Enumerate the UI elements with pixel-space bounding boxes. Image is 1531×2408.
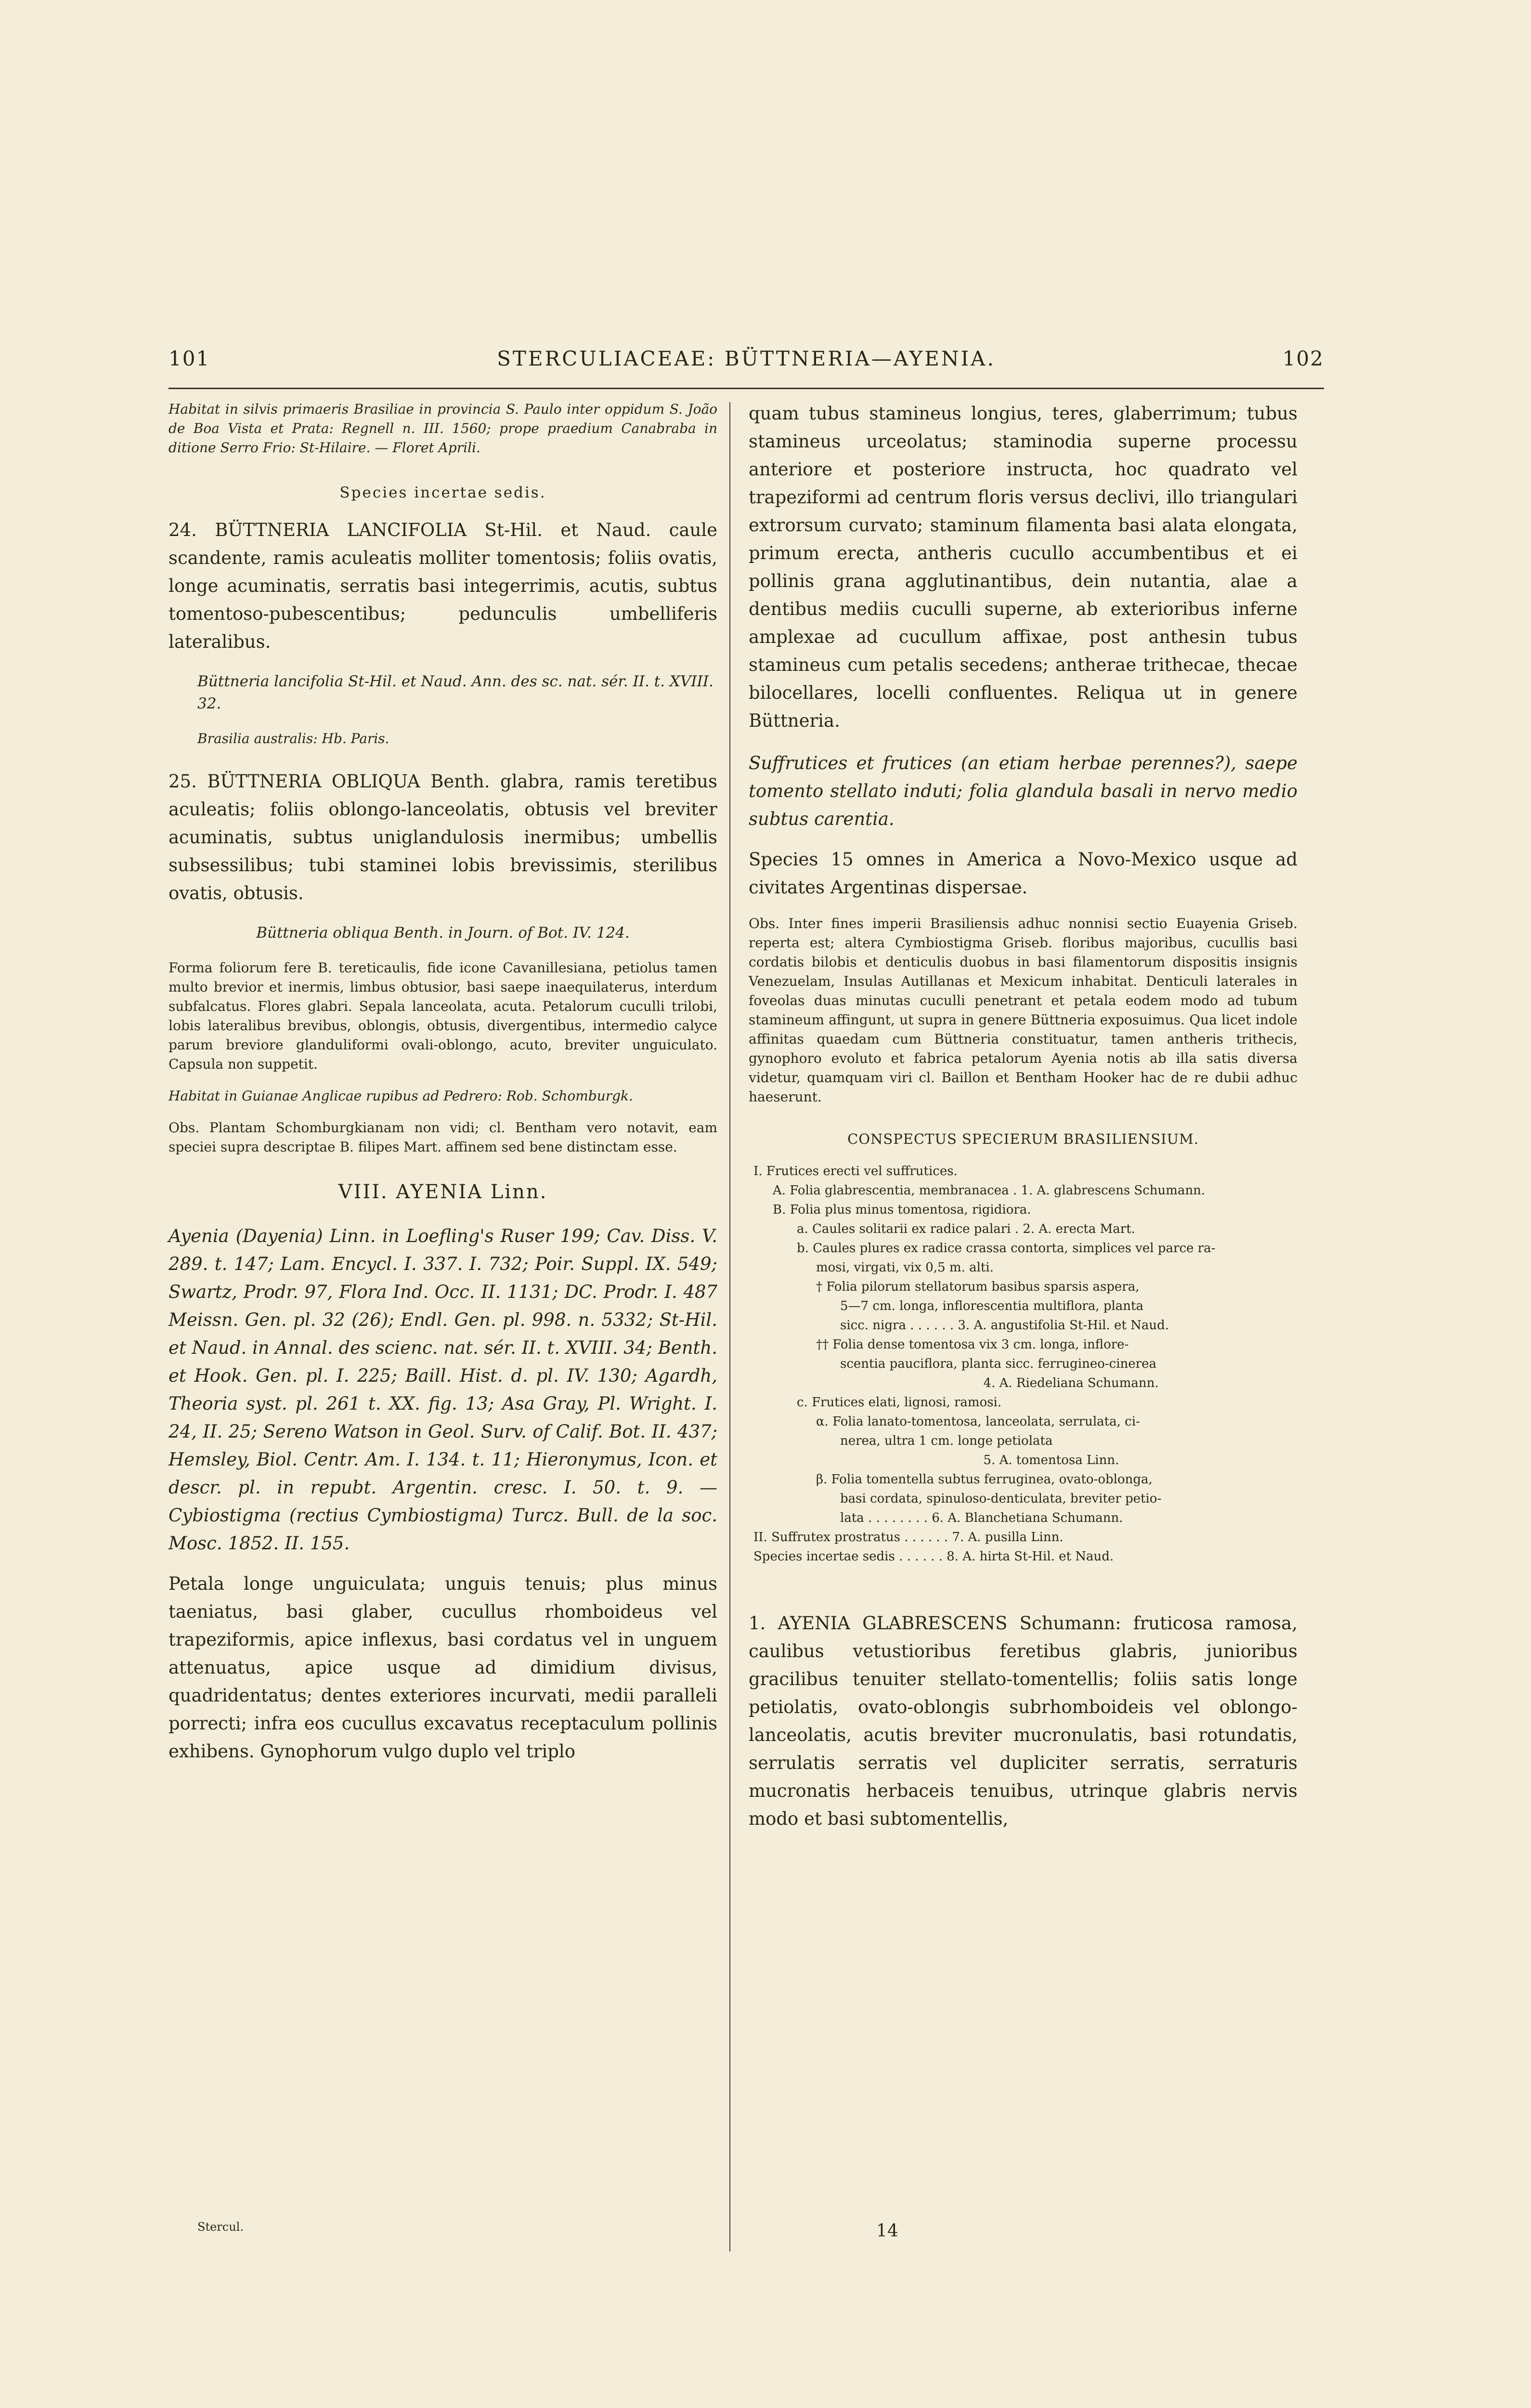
key-line: β. Folia tomentella subtus ferruginea, ovato-oblonga, bbox=[816, 1472, 1153, 1487]
column-divider bbox=[729, 402, 730, 2251]
key-line: c. Frutices elati, lignosi, ramosi. bbox=[797, 1395, 1002, 1410]
species-1-entry bbox=[749, 1610, 1297, 1833]
species-25-forma: Forma foliorum fere B. tereticaulis, fide icone Cavanillesiana, petiolus tamen multo brevior et inermis, limbus obtusior, basi saepe inaequilaterus, interdum subfalcatus. Flores glabri. Sepala lanceolata, acuta. Petalorum cuculli trilobi, lobis lateralibus brevibus, oblongis, obtusis, divergentibus, intermedio calyce parum breviore glanduliformi ovali-oblongo, acuto, breviter unguiculato. Capsula non suppetit. bbox=[169, 960, 717, 1072]
footer-page-number: 14 bbox=[876, 2221, 898, 2241]
species-24-description: caule scandente, ramis aculeatis molliter tomentosis; foliis ovatis, longe acuminatis, serratis basi integerrimis, acutis, subtus tomentoso-pubescentibus; pedunculis umbelliferis lateralibus. bbox=[169, 520, 717, 652]
key-line: I. Frutices erecti vel suffrutices. bbox=[753, 1164, 958, 1178]
key-line: a. Caules solitarii ex radice palari . 2. A. erecta Mart. bbox=[797, 1222, 1135, 1236]
species-24-habitat: Brasilia australis: Hb. Paris. bbox=[197, 731, 389, 746]
key-line: mosi, virgati, vix 0,5 m. alti. bbox=[816, 1260, 994, 1275]
key-line: lata . . . . . . . . 6. A. Blanchetiana Schumann. bbox=[840, 1511, 1123, 1525]
genus-description: Petala longe unguiculata; unguis tenuis; plus minus taeniatus, basi glaber, cucullus rhomboideus vel trapeziformis, apice inflexus, basi cordatus vel in unguem attenuatus, apice usque ad dimidium divisus, quadridentatus; dentes exteriores incurvati, medii paralleli porrecti; infra eos cucullus excavatus receptaculum pollinis exhibens. Gynophorum vulgo duplo vel triplo bbox=[169, 1573, 717, 1762]
species-24-reference: Büttneria lancifolia St-Hil. et Naud. Ann. des sc. nat. sér. II. t. XVIII. 32. bbox=[197, 673, 714, 712]
signature-mark: Stercul. bbox=[197, 2220, 244, 2234]
species-25-reference: Büttneria obliqua Benth. in Journ. of Bot. IV. 124. bbox=[256, 924, 630, 942]
running-header bbox=[169, 347, 1324, 385]
genus-references: Ayenia (Dayenia) Linn. in Loefling's Ruser 199; Cav. Diss. V. 289. t. 147; Lam. Encycl. I. 337. I. 732; Poir. Suppl. IX. 549; Swartz, Prodr. 97, Flora Ind. Occ. II. 1131; DC. Prodr. I. 487 Meissn. Gen. pl. 32 (26); Endl. Gen. pl. 998. n. 5332; St-Hil. et Naud. in Annal. des scienc. nat. sér. II. t. XVIII. 34; Benth. et Hook. Gen. pl. I. 225; Baill. Hist. d. pl. IV. 130; Agardh, Theoria syst. pl. 261 t. XX. fig. 13; Asa Gray, Pl. Wright. I. 24, II. 25; Sereno Watson in Geol. Surv. of Calif. Bot. II. 437; Hemsley, Biol. Centr. Am. I. 134. t. 11; Hieronymus, Icon. et descr. pl. in repubt. Argentin. cresc. I. 50. t. 9. — Cybiostigma (rectius Cymbiostigma) Turcz. Bull. de la soc. Mosc. 1852. II. 155. bbox=[169, 1226, 717, 1554]
key-line: II. Suffrutex prostratus . . . . . . 7. A. pusilla Linn. bbox=[753, 1530, 1064, 1544]
conspectus-title: CONSPECTUS SPECIERUM BRASILIENSIUM. bbox=[847, 1131, 1199, 1147]
key-line: 4. A. Riedeliana Schumann. bbox=[840, 1376, 1159, 1390]
species-24-heading: 24. BÜTTNERIA LANCIFOLIA St-Hil. et Naud. bbox=[169, 520, 651, 540]
suffrutices-paragraph: Suffrutices et frutices (an etiam herbae perennes?), saepe tomento stellato induti; folia glandula basali in nervo medio subtus carentia. bbox=[749, 753, 1297, 829]
observation-paragraph: Obs. Inter fines imperii Brasiliensis adhuc nonnisi sectio Euayenia Griseb. reperta est; altera Cymbiostigma Griseb. floribus majoribus, cucullis basi cordatis bilobis et denticulis duobus in basi filamentorum dispositis insignis Venezuelam, Insulas Autillanas et Mexicum inhabitat. Denticuli laterales in foveolas duas minutas cuculli penetrant et petala eodem modo ad tubum stamineum affingunt, ut supra in genere Büttneria exposuimus. Qua licet indole affinitas quaedam cum Büttneria constituatur, tamen antheris trithecis, gynophoro evoluto et fabrica petalorum Ayenia notis ab illa satis diversa videtur, quamquam viri cl. Baillon et Bentham Hooker hac de re dubii adhuc haeserunt. bbox=[749, 916, 1297, 1105]
genus-description-continued: quam tubus stamineus longius, teres, glaberrimum; tubus stamineus urceolatus; staminodia superne processu anteriore et posteriore instructa, hoc quadrato vel trapeziformi ad centrum floris versus declivi, illo triangulari extrorsum curvato; staminum filamenta basi alata elongata, primum erecta, antheris cucullo accumbentibus et ei pollinis grana agglutinantibus, dein nutantia, alae a dentibus mediis cuculli superne, ab exterioribus inferne amplexae ad cucullum affixae, post anthesin tubus stamineus cum petalis secedens; antherae trithecae, thecae bilocellares, locelli confluentes. Reliqua ut in genere Büttneria. bbox=[749, 403, 1297, 731]
key-line: 5. A. tomentosa Linn. bbox=[840, 1453, 1119, 1467]
species-1-heading: 1. AYENIA GLABRESCENS Schumann: bbox=[749, 1613, 1121, 1634]
incertae-sedis-heading: Species incertae sedis. bbox=[339, 484, 546, 501]
running-title: STERCULIACEAE: BÜTTNERIA—AYENIA. bbox=[497, 347, 996, 370]
species-25-habitat: Habitat in Guianae Anglicae rupibus ad Pedrero: Rob. Schomburgk. bbox=[169, 1088, 633, 1104]
habitat-paragraph: Habitat in silvis primaeris Brasiliae in provincia S. Paulo inter oppidum S. João de Boa Vista et Prata: Regnell n. III. 1560; prope praedium Canabraba in ditione Serro Frio: St-Hilaire. — Floret Aprili. bbox=[169, 401, 717, 456]
key-line: Species incertae sedis . . . . . . 8. A. hirta St-Hil. et Naud. bbox=[753, 1549, 1114, 1564]
species-count-paragraph: Species 15 omnes in America a Novo-Mexico usque ad civitates Argentinas dispersae. bbox=[749, 849, 1297, 898]
key-line: B. Folia plus minus tomentosa, rigidiora. bbox=[773, 1203, 1031, 1217]
header-rule bbox=[169, 388, 1324, 389]
left-column bbox=[169, 400, 717, 1778]
species-24-entry bbox=[169, 516, 717, 656]
right-column bbox=[749, 400, 1297, 1845]
species-25-observation: Obs. Plantam Schomburgkianam non vidi; cl. Bentham vero notavit, eam speciei supra descriptae B. filipes Mart. affinem sed bene distinctam esse. bbox=[169, 1120, 717, 1155]
page-number-left: 101 bbox=[169, 347, 210, 370]
species-1-description: fruticosa ramosa, caulibus vetustioribus feretibus glabris, junioribus gracilibus tenuiter stellato-tomentellis; foliis satis longe petiolatis, ovato-oblongis subrhomboideis vel oblongo-lanceolatis, acutis breviter mucronulatis, basi rotundatis, serrulatis serratis vel dupliciter serratis, serraturis mucronatis herbaceis tenuibus, utrinque glabris nervis modo et basi subtomentellis, bbox=[749, 1613, 1297, 1829]
key-line: nerea, ultra 1 cm. longe petiolata bbox=[840, 1434, 1053, 1448]
key-line: basi cordata, spinuloso-denticulata, breviter petio- bbox=[840, 1492, 1162, 1506]
key-line: A. Folia glabrescentia, membranacea . 1. A. glabrescens Schumann. bbox=[773, 1183, 1206, 1198]
key-line: scentia pauciflora, planta sicc. ferrugineo-cinerea bbox=[840, 1357, 1156, 1371]
key-line: † Folia pilorum stellatorum basibus sparsis aspera, bbox=[816, 1280, 1140, 1294]
species-25-heading: 25. BÜTTNERIA OBLIQUA Benth. bbox=[169, 771, 490, 792]
conspectus-key bbox=[749, 1162, 1297, 1566]
key-line: 5—7 cm. longa, inflorescentia multiflora, planta bbox=[840, 1299, 1144, 1313]
species-25-entry bbox=[169, 768, 717, 907]
genus-heading: VIII. AYENIA Linn. bbox=[338, 1181, 548, 1203]
key-line: †† Folia dense tomentosa vix 3 cm. longa, inflore- bbox=[816, 1337, 1129, 1352]
page-number-right: 102 bbox=[1282, 347, 1324, 370]
species-25-description: glabra, ramis teretibus aculeatis; foliis oblongo-lanceolatis, obtusis vel breviter acuminatis, subtus uniglandulosis inermibus; umbellis subsessilibus; tubi staminei lobis brevissimis, sterilibus ovatis, obtusis. bbox=[169, 771, 717, 903]
key-line: α. Folia lanato-tomentosa, lanceolata, serrulata, ci- bbox=[816, 1414, 1140, 1429]
key-line: b. Caules plures ex radice crassa contorta, simplices vel parce ra- bbox=[797, 1241, 1216, 1256]
key-line: sicc. nigra . . . . . . 3. A. angustifolia St-Hil. et Naud. bbox=[840, 1318, 1169, 1333]
